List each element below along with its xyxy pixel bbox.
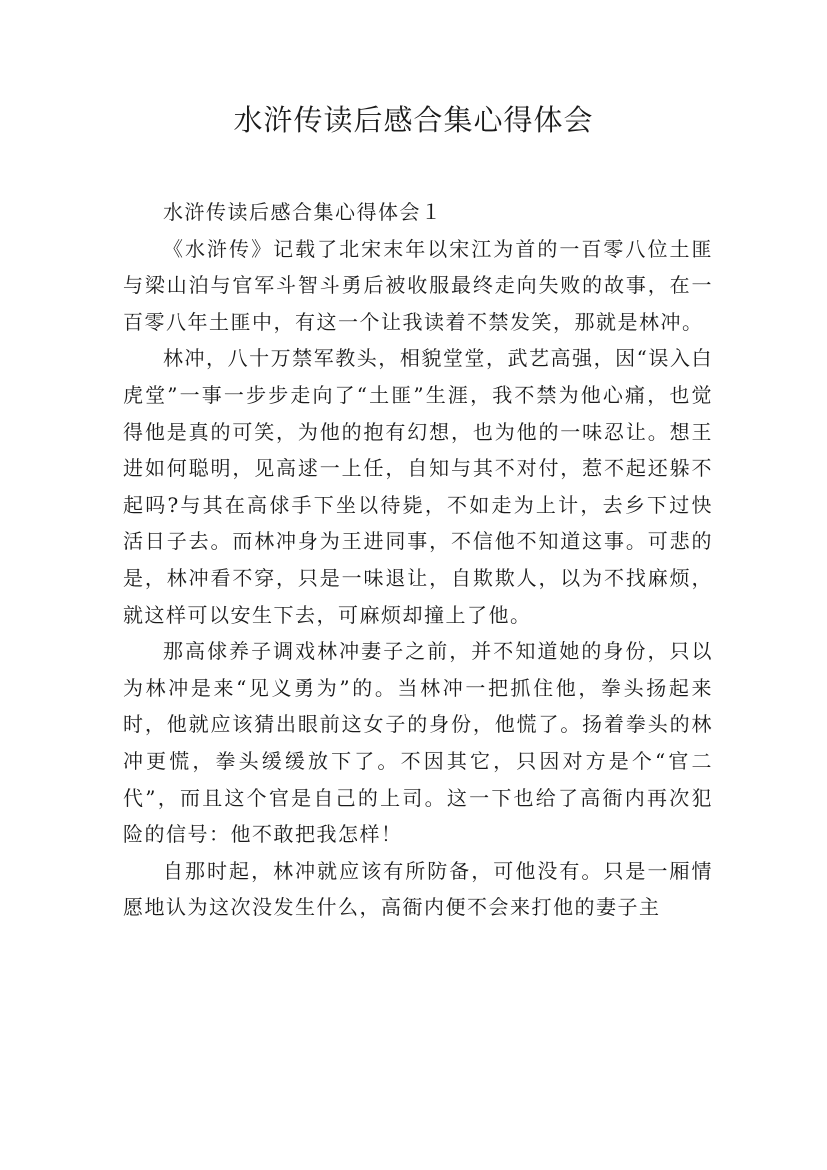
paragraph: 自那时起，林冲就应该有所防备，可他没有。只是一厢情愿地认为这次没发生什么，高衙内便不会来打他的妻子主 — [123, 858, 713, 920]
document-title: 水浒传读后感合集心得体会 — [233, 103, 594, 137]
paragraph: 那高俅养子调戏林冲妻子之前，并不知道她的身份，只以为林冲是来“见义勇为”的。当林冲一把抓住他，拳头扬起来时，他就应该猜出眼前这女子的身份，他慌了。扬着拳头的林冲更慌，拳头缓缓放下了。不因其它，只因对方是个“官二代”，而且这个官是自己的上司。这一下也给了高衙内再次犯险的信号：他不敢把我怎样！ — [123, 639, 713, 847]
section-subtitle: 水浒传读后感合集心得体会１ — [163, 200, 443, 224]
paragraph: 《水浒传》记载了北宋末年以宋江为首的一百零八位土匪与梁山泊与官军斗智斗勇后被收服最终走向失败的故事，在一百零八年土匪中，有这一个让我读着不禁发笑，那就是林冲。 — [123, 236, 713, 334]
document-body — [123, 194, 713, 926]
paragraph: 林冲，八十万禁军教头，相貌堂堂，武艺高强，因“误入白虎堂”一事一步步走向了“土匪”生涯，我不禁为他心痛，也觉得他是真的可笑，为他的抱有幻想，也为他的一味忍让。想王进如何聪明，见高逑一上任，自知与其不对付，惹不起还躲不起吗?与其在高俅手下坐以待毙，不如走为上计，去乡下过快活日子去。而林冲身为王进同事，不信他不知道这事。可悲的是，林冲看不穿，只是一味退让，自欺欺人，以为不找麻烦，就这样可以安生下去，可麻烦却撞上了他。 — [123, 346, 713, 627]
